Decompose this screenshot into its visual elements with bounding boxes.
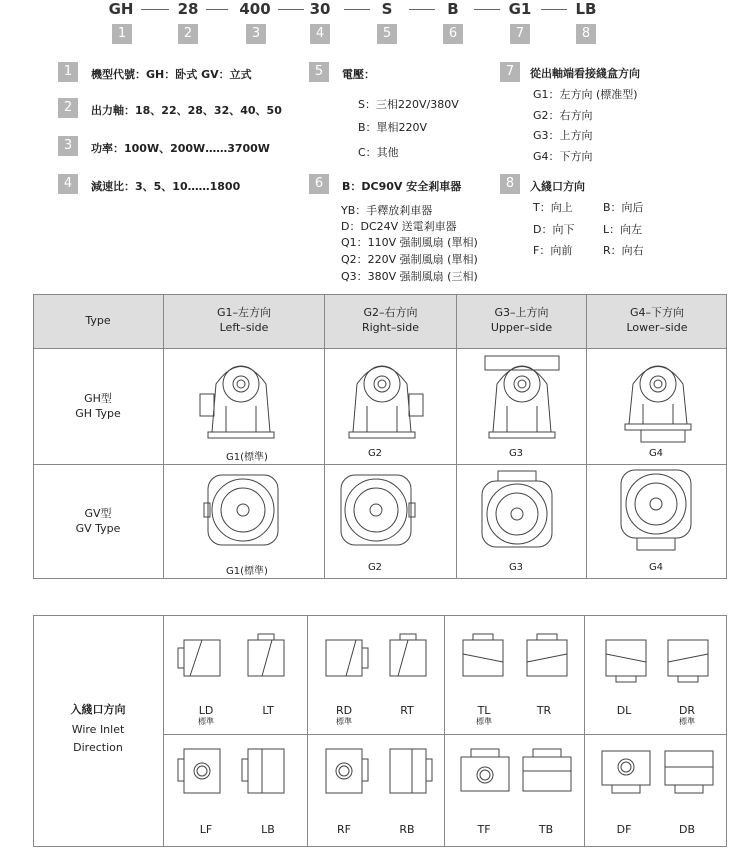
legend-number: 2 bbox=[58, 98, 78, 118]
gv-caption-g2: G2 bbox=[367, 562, 383, 573]
gv-caption-g1: G1(標準) bbox=[226, 566, 268, 577]
gh-caption-g2: G2 bbox=[367, 448, 383, 459]
inlet-label: TL bbox=[477, 704, 491, 717]
header-g2-cn: G2–右方向 bbox=[363, 306, 418, 319]
legend-item-power: 功率：100W、200W……3700W bbox=[91, 142, 270, 155]
inlet-df-drawing bbox=[598, 745, 662, 801]
code-segment-5: S bbox=[381, 0, 393, 18]
gv-caption-g4: G4 bbox=[648, 562, 664, 573]
gv-motor-g2-drawing bbox=[337, 471, 417, 551]
divider bbox=[586, 294, 587, 579]
legend-number: 1 bbox=[58, 62, 78, 82]
wire-option: R：向右 bbox=[603, 244, 644, 257]
header-g2-en: Right–side bbox=[361, 321, 419, 334]
inlet-lf-drawing bbox=[178, 745, 234, 801]
brake-option: YB：手釋放剎車器 bbox=[341, 204, 433, 217]
code-dash bbox=[541, 9, 567, 10]
inlet-label: DL bbox=[616, 704, 632, 717]
gh-motor-g4-drawing bbox=[613, 354, 703, 444]
header-g3-en: Upper–side bbox=[490, 321, 553, 334]
gv-caption-g3: G3 bbox=[508, 562, 524, 573]
inlet-rt-drawing bbox=[384, 634, 440, 682]
legend-item-ratio: 減速比：3、5、10……1800 bbox=[91, 180, 241, 193]
divider bbox=[33, 464, 727, 465]
brake-option: Q1：110V 强制風扇 (單相) bbox=[341, 236, 478, 249]
inlet-label: TB bbox=[538, 823, 554, 836]
code-segment-2: 28 bbox=[177, 0, 199, 18]
inlet-label: DB bbox=[678, 823, 696, 836]
inlet-db-drawing bbox=[661, 745, 725, 801]
legend-number: 4 bbox=[58, 174, 78, 194]
wire-inlet-label-cn: 入綫口方向 bbox=[70, 703, 126, 716]
row-gh-cn: GH型 bbox=[84, 392, 112, 405]
standard-badge: 標準 bbox=[198, 717, 214, 726]
inlet-label: DR bbox=[678, 704, 696, 717]
inlet-label: RF bbox=[337, 823, 351, 836]
inlet-label: TF bbox=[477, 823, 491, 836]
voltage-option: B：單相220V bbox=[358, 121, 428, 134]
inlet-label: DF bbox=[616, 823, 632, 836]
wire-inlet-label-en2: Direction bbox=[73, 741, 123, 754]
wire-option: B：向后 bbox=[603, 201, 644, 214]
divider bbox=[324, 294, 325, 579]
gh-motor-g1-drawing bbox=[196, 354, 286, 442]
row-gh-en: GH Type bbox=[75, 407, 121, 420]
inlet-tl-drawing bbox=[457, 634, 513, 682]
legend-number: 8 bbox=[500, 174, 520, 194]
code-segment-8: LB bbox=[575, 0, 597, 18]
code-segment-1: GH bbox=[108, 0, 134, 18]
header-type: Type bbox=[85, 314, 111, 327]
legend-number: 6 bbox=[309, 174, 329, 194]
legend-number: 3 bbox=[58, 136, 78, 156]
wire-option: D：向下 bbox=[533, 223, 575, 236]
inlet-label: LB bbox=[261, 823, 275, 836]
gh-caption-g1: G1(標準) bbox=[226, 452, 268, 463]
inlet-tb-drawing bbox=[519, 745, 583, 801]
code-number-4: 4 bbox=[310, 24, 330, 44]
code-segment-6: B bbox=[447, 0, 459, 18]
gh-motor-g3-drawing bbox=[477, 354, 567, 444]
divider bbox=[307, 615, 308, 847]
code-segment-7: G1 bbox=[508, 0, 532, 18]
header-g4-cn: G4–下方向 bbox=[629, 306, 685, 319]
inlet-rd-drawing bbox=[320, 634, 376, 682]
code-dash bbox=[141, 9, 169, 10]
divider bbox=[584, 615, 585, 847]
voltage-option: S：三相220V/380V bbox=[358, 98, 459, 111]
header-g1-cn: G1–左方向 bbox=[216, 306, 272, 319]
gh-caption-g4: G4 bbox=[648, 448, 664, 459]
inlet-rf-drawing bbox=[320, 745, 376, 801]
standard-badge: 標準 bbox=[336, 717, 352, 726]
legend-number: 5 bbox=[309, 62, 329, 82]
inlet-label: RB bbox=[399, 823, 415, 836]
legend-item-model-type: 機型代號：GH：卧式 GV：立式 bbox=[91, 68, 252, 81]
inlet-label: RT bbox=[400, 704, 414, 717]
gv-motor-g1-drawing bbox=[204, 471, 284, 551]
divider bbox=[163, 294, 164, 579]
legend-item-voltage-title: 電壓： bbox=[342, 68, 375, 81]
divider bbox=[163, 734, 727, 735]
legend-item-wire-inlet-title: 入綫口方向 bbox=[530, 180, 585, 193]
voltage-option: C：其他 bbox=[358, 146, 399, 159]
wire-inlet-label-en1: Wire Inlet bbox=[71, 723, 125, 736]
code-segment-3: 400 bbox=[239, 0, 271, 18]
code-segment-4: 30 bbox=[309, 0, 331, 18]
inlet-tf-drawing bbox=[457, 745, 521, 801]
inlet-dr-drawing bbox=[662, 634, 718, 682]
header-g4-en: Lower–side bbox=[626, 321, 688, 334]
inlet-label: LF bbox=[199, 823, 213, 836]
code-number-2: 2 bbox=[178, 24, 198, 44]
legend-item-terminal-box-title: 從出軸端看接綫盒方向 bbox=[530, 67, 640, 80]
code-number-5: 5 bbox=[377, 24, 397, 44]
divider bbox=[163, 615, 164, 847]
terminal-option: G4：下方向 bbox=[533, 150, 593, 163]
standard-badge: 標準 bbox=[476, 717, 492, 726]
inlet-label: LD bbox=[198, 704, 214, 717]
terminal-option: G2：右方向 bbox=[533, 109, 593, 122]
wire-option: F：向前 bbox=[533, 244, 573, 257]
brake-option: Q2：220V 强制風扇 (單相) bbox=[341, 253, 478, 266]
divider bbox=[444, 615, 445, 847]
row-gv-cn: GV型 bbox=[84, 507, 112, 520]
inlet-label: RD bbox=[335, 704, 353, 717]
code-dash bbox=[474, 9, 500, 10]
gv-motor-g3-drawing bbox=[478, 471, 558, 551]
inlet-lb-drawing bbox=[242, 745, 298, 801]
wire-option: L：向左 bbox=[603, 223, 643, 236]
legend-item-brake-title: B：DC90V 安全剎車器 bbox=[342, 180, 462, 193]
inlet-lt-drawing bbox=[242, 634, 298, 682]
brake-option: Q3：380V 强制風扇 (三相) bbox=[341, 270, 478, 283]
gh-caption-g3: G3 bbox=[508, 448, 524, 459]
code-number-7: 7 bbox=[510, 24, 530, 44]
standard-badge: 標準 bbox=[679, 717, 695, 726]
inlet-dl-drawing bbox=[600, 634, 656, 682]
gh-motor-g2-drawing bbox=[337, 354, 427, 442]
terminal-option: G1：左方向 (標准型) bbox=[533, 88, 638, 101]
legend-item-output-shaft: 出力軸：18、22、28、32、40、50 bbox=[91, 104, 282, 117]
divider bbox=[33, 348, 727, 349]
inlet-rb-drawing bbox=[384, 745, 440, 801]
terminal-option: G3：上方向 bbox=[533, 129, 593, 142]
code-number-6: 6 bbox=[443, 24, 463, 44]
inlet-label: TR bbox=[536, 704, 552, 717]
row-gv-en: GV Type bbox=[75, 522, 121, 535]
wire-option: T：向上 bbox=[533, 201, 573, 214]
divider bbox=[456, 294, 457, 579]
brake-option: D：DC24V 送電剎車器 bbox=[341, 220, 457, 233]
gv-motor-g4-drawing bbox=[617, 468, 697, 554]
code-number-3: 3 bbox=[246, 24, 266, 44]
header-g1-en: Left–side bbox=[219, 321, 269, 334]
code-dash bbox=[206, 9, 228, 10]
code-number-1: 1 bbox=[112, 24, 132, 44]
inlet-label: LT bbox=[262, 704, 274, 717]
inlet-ld-drawing bbox=[178, 634, 234, 682]
header-g3-cn: G3–上方向 bbox=[494, 306, 549, 319]
legend-number: 7 bbox=[500, 62, 520, 82]
inlet-tr-drawing bbox=[521, 634, 577, 682]
code-number-8: 8 bbox=[576, 24, 596, 44]
code-dash bbox=[409, 9, 435, 10]
